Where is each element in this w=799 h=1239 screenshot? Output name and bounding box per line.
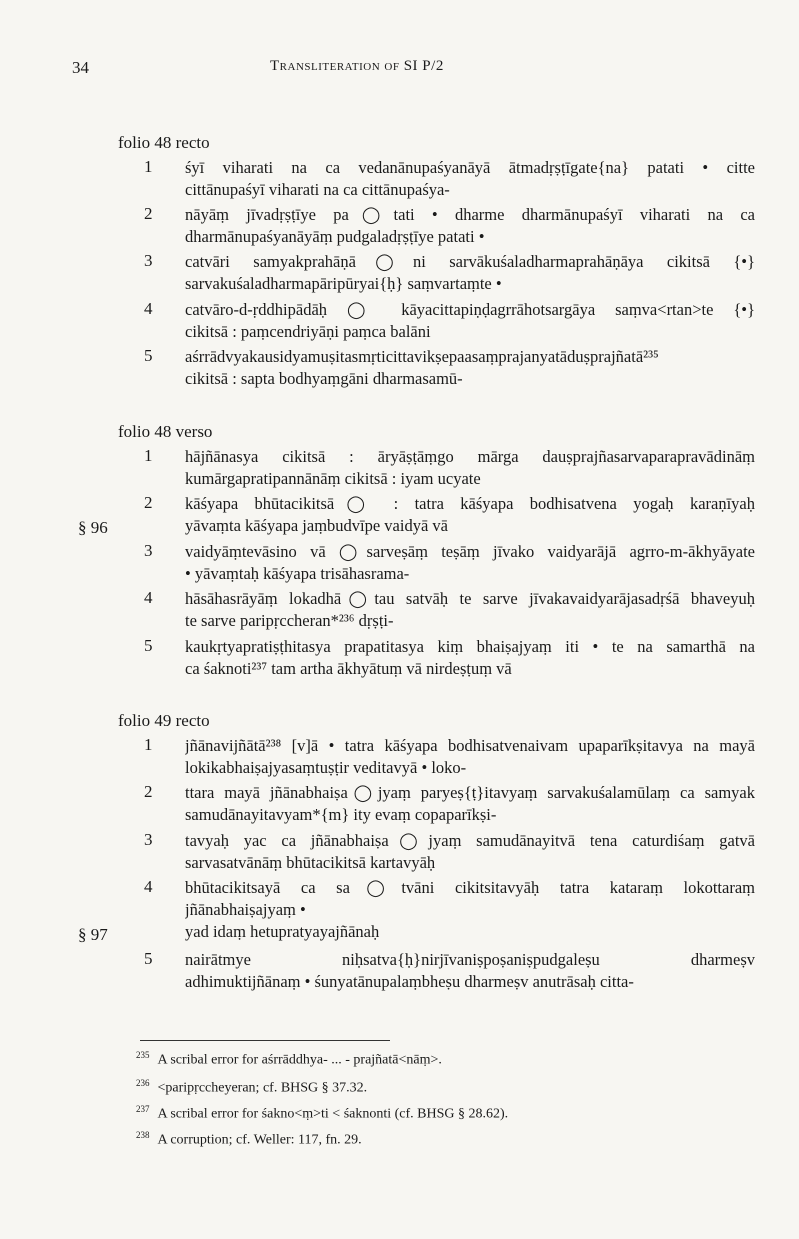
transliteration-line: catvāri samyakprahāṇā◯ni sarvākuśaladharmaprahāṇāya cikitsā {•} sarvakuśaladharmapāripūryai{ḥ} saṃvartaṃte • [185, 252, 755, 293]
transliteration-line: nairātmye niḥsatva{ḥ}nirjīvaniṣpoṣaniṣpudgaleṣu dharmeṣv adhimuktijñānaṃ • śunyatānupalaṃbheṣu dharmeṣv anutrāsaḥ citta- [185, 950, 755, 991]
transliteration-line: vaidyāṃtevāsino vā ◯sarveṣāṃ teṣāṃ jīvako vaidyarājā agrro-m-ākhyāyate • yāvaṃtaḥ kāśyapa trisāhasrama- [185, 542, 755, 583]
footnote-rule [140, 1040, 390, 1041]
section-mark: § 96 [78, 518, 108, 537]
folio-heading: folio 49 recto [118, 711, 210, 730]
line-number: 5 [144, 636, 153, 655]
line-number: 5 [144, 346, 153, 365]
line-number: 3 [144, 541, 153, 560]
line-number: 4 [144, 299, 153, 318]
line-number: 3 [144, 251, 153, 270]
transliteration-line: ttara mayā jñānabhaiṣa◯jyaṃ paryeṣ{ṭ}itavyaṃ sarvakuśalamūlaṃ ca samyak samudānayitavyam*{m} ity evaṃ copaparīkṣi- [185, 783, 755, 824]
line-number: 1 [144, 735, 153, 754]
transliteration-line: kaukṛtyapratiṣṭhitasya prapatitasya kiṃ bhaiṣajyaṃ iti • te na samarthā na ca śaknoti²³⁷ tam artha ākhyātuṃ vā nirdeṣṭuṃ vā [185, 637, 755, 678]
footnote: $^{238}$ A corruption; cf. Weller: 117, fn. 29. [136, 1130, 362, 1148]
transliteration-line: catvāro-d-ṛddhipādāḥ ◯ kāyacittapiṇḍagrrāhotsargāya saṃva<rtan>te {•} cikitsā : paṃcendriyāṇi paṃca balāni [185, 300, 755, 341]
folio-heading: folio 48 verso [118, 422, 213, 441]
line-number: 1 [144, 446, 153, 465]
transliteration-line: jñānavijñātā²³⁸ [v]ā • tatra kāśyapa bodhisatvenaivam upaparīkṣitavya na mayā lokikabhaiṣajyasaṃtuṣṭir veditavyā • loko- [185, 736, 755, 777]
line-number: 2 [144, 204, 153, 223]
transliteration-line: hāsāhasrāyāṃ lokadhā◯tau satvāḥ te sarve jīvakavaidyarājasadṛśā bhaveyuḥ te sarve paripṛccheran*²³⁶ dṛṣṭi- [185, 589, 755, 630]
transliteration-line: bhūtacikitsayā ca sa◯tvāni cikitsitavyāḥ tatra kataraṃ lokottaraṃ jñānabhaiṣajyaṃ • yad idaṃ hetupratyayajñānaḥ [185, 878, 755, 941]
footnote: $^{235}$ A scribal error for aśrrāddhya- ... - prajñatā<nāṃ>. [136, 1050, 442, 1068]
transliteration-line: tavyaḥ yac ca jñānabhaiṣa◯jyaṃ samudānayitvā tena caturdiśaṃ gatvā sarvasatvānāṃ bhūtacikitsā kartavyāḥ [185, 831, 755, 872]
line-number: 1 [144, 157, 153, 176]
line-number: 3 [144, 830, 153, 849]
running-head: Transliteration of SI P/2 [270, 58, 444, 74]
line-number: 5 [144, 949, 153, 968]
line-number: 2 [144, 493, 153, 512]
transliteration-line: hājñānasya cikitsā : āryāṣṭāṃgo mārga dauṣprajñasarvaparapravādināṃ kumārgapratipannānāṃ cikitsā : iyam ucyate [185, 447, 755, 488]
folio-heading: folio 48 recto [118, 133, 210, 152]
footnote: $^{237}$ A scribal error for śakno<ṃ>ti < śaknonti (cf. BHSG § 28.62). [136, 1104, 509, 1122]
page-number: 34 [72, 58, 89, 77]
line-number: 2 [144, 782, 153, 801]
transliteration-line: śyī viharati na ca vedanānupaśyanāyā ātmadṛṣṭīgate{na} patati • citte cittānupaśyī viharati na ca cittānupaśya- [185, 158, 755, 199]
footnote: $^{236}$ <paripṛccheyeran; cf. BHSG § 37.32. [136, 1078, 368, 1096]
transliteration-line: nāyāṃ jīvadṛṣṭīye pa◯tati • dharme dharmānupaśyī viharati na ca dharmānupaśyanāyāṃ pudgaladṛṣṭīye patati • [185, 205, 755, 246]
transliteration-line: aśrrādvyakausidyamuṣitasmṛticittavikṣepaasaṃprajanyatāduṣprajñatā²³⁵ cikitsā : sapta bodhyaṃgāni dharmasamū- [185, 347, 659, 388]
section-mark: § 97 [78, 925, 108, 944]
transliteration-line: kāśyapa bhūtacikitsā◯ : tatra kāśyapa bodhisatvena yogaḥ karaṇīyaḥ yāvaṃta kāśyapa jaṃbudvīpe vaidyā vā [185, 494, 755, 535]
line-number: 4 [144, 588, 153, 607]
line-number: 4 [144, 877, 153, 896]
